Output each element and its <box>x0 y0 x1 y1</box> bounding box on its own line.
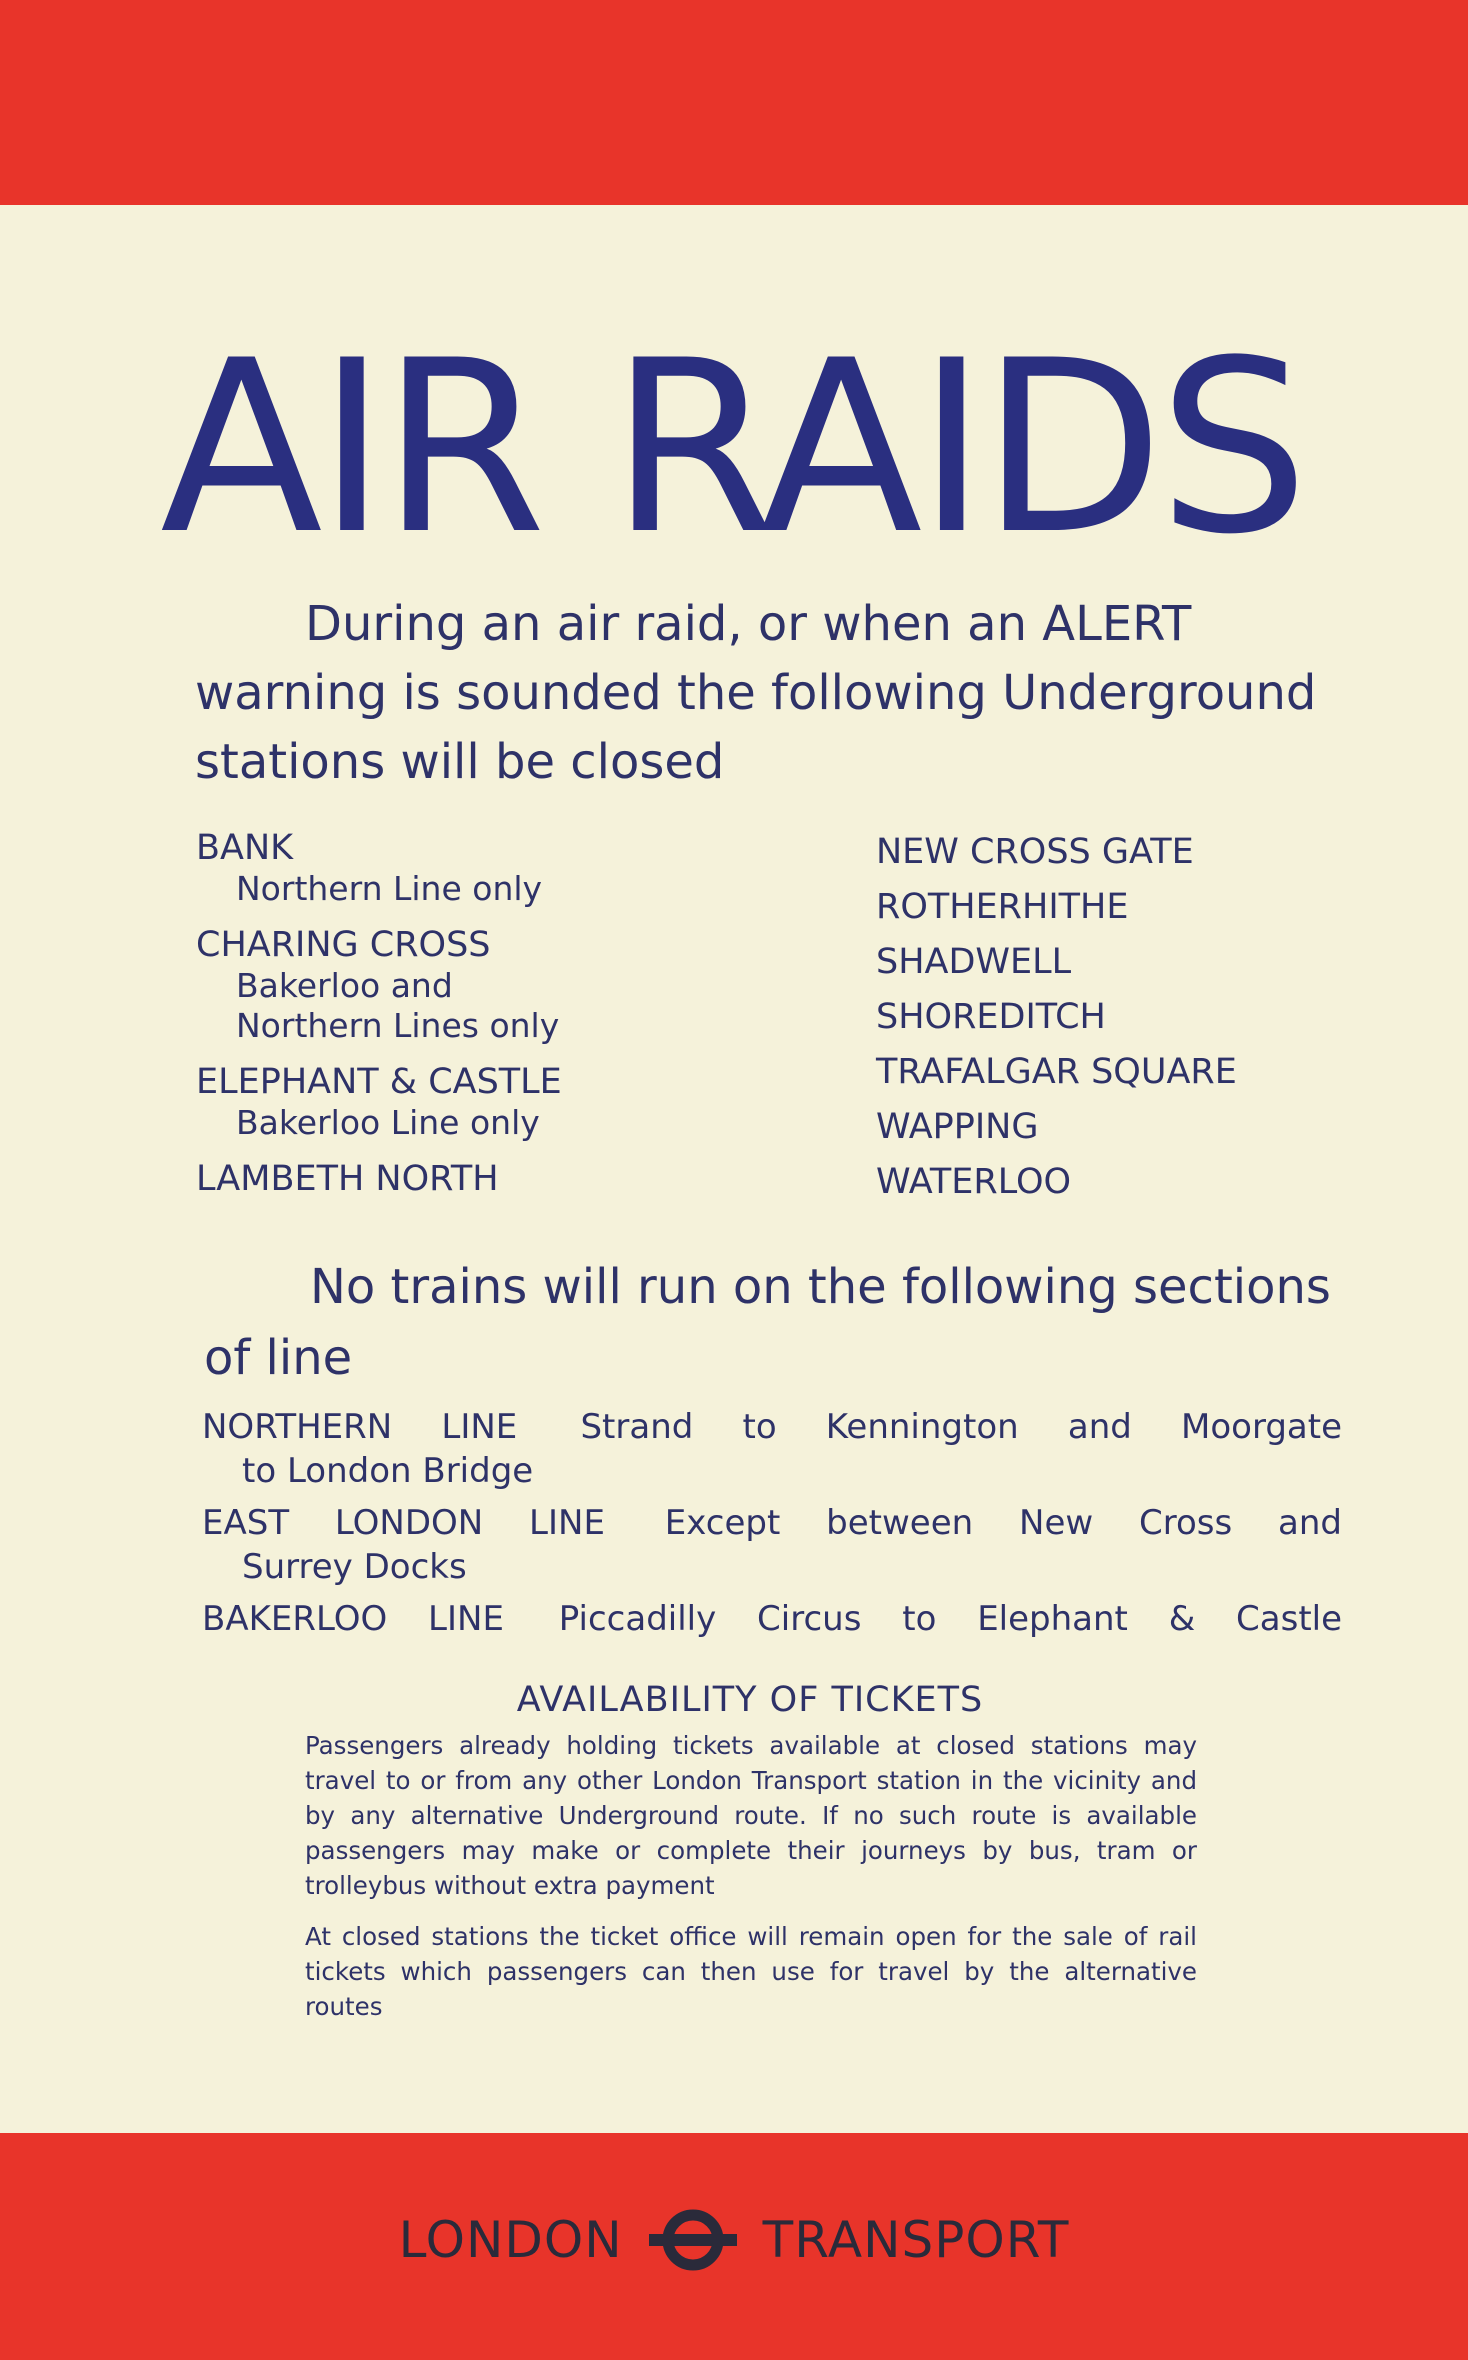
footer-word-london: LONDON <box>398 2211 623 2269</box>
station-entry <box>196 1159 796 1200</box>
line-detail: Except between New Cross and <box>664 1503 1342 1543</box>
tickets-heading: AVAILABILITY OF TICKETS <box>516 1680 984 1720</box>
closed-stations-right-column <box>876 825 1436 1210</box>
station-name: ELEPHANT & CASTLE <box>196 1062 562 1102</box>
station-entry <box>196 828 796 909</box>
footer-brand <box>0 2205 1468 2275</box>
station-note: Northern Line only <box>236 869 543 908</box>
station-name: TRAFALGAR SQUARE <box>876 1052 1237 1092</box>
sections-heading: No trains will run on the following sections of line <box>204 1259 1331 1386</box>
station-entry <box>196 925 796 1046</box>
line-name: EAST LONDON LINE <box>202 1503 605 1543</box>
station-name: CHARING CROSS <box>196 925 491 965</box>
closed-stations-left-column <box>196 828 796 1216</box>
station-name: SHADWELL <box>876 942 1072 982</box>
tickets-paragraph: At closed stations the ticket office will remain open for the sale of rail tickets which passengers can then use for travel by the alternative routes <box>305 1922 1197 2021</box>
station-entry <box>196 1062 796 1143</box>
station-name: WATERLOO <box>876 1162 1072 1202</box>
line-detail-continuation: to London Bridge <box>242 1451 534 1491</box>
station-name: SHOREDITCH <box>876 997 1106 1037</box>
line-detail: Strand to Kennington and Moorgate <box>580 1407 1342 1447</box>
station-name: BANK <box>196 828 294 868</box>
station-name: LAMBETH NORTH <box>196 1159 499 1199</box>
intro-text: During an air raid, or when an ALERT warning is sounded the following Underground stations will be closed <box>195 596 1317 790</box>
station-note: Bakerloo and Northern Lines only <box>236 966 560 1045</box>
station-name: ROTHERHITHE <box>876 887 1129 927</box>
station-name: NEW CROSS GATE <box>876 832 1194 872</box>
line-name: BAKERLOO LINE <box>202 1599 504 1639</box>
station-name: WAPPING <box>876 1107 1039 1147</box>
page-title: AIR RAIDS <box>160 310 1304 587</box>
line-name: NORTHERN LINE <box>202 1407 518 1447</box>
line-entry <box>202 1501 1342 1589</box>
top-red-band <box>0 0 1468 205</box>
footer-word-transport: TRANSPORT <box>762 2211 1070 2269</box>
line-entry <box>202 1405 1342 1493</box>
tickets-paragraph: Passengers already holding tickets available at closed stations may travel to or from any other London Transport station in the vicinity and by any alternative Underground route. If no such route is available passengers may make or complete their journeys by bus, tram or trolleybus without extra payment <box>305 1731 1197 1900</box>
line-entry <box>202 1597 1342 1641</box>
station-note: Bakerloo Line only <box>236 1103 540 1142</box>
suspended-lines-list <box>202 1405 1342 1649</box>
tickets-body <box>305 1728 1197 2040</box>
line-detail: Piccadilly Circus to Elephant & Castle <box>558 1599 1343 1639</box>
line-detail-continuation: Surrey Docks <box>242 1547 467 1587</box>
roundel-icon <box>647 2208 739 2272</box>
